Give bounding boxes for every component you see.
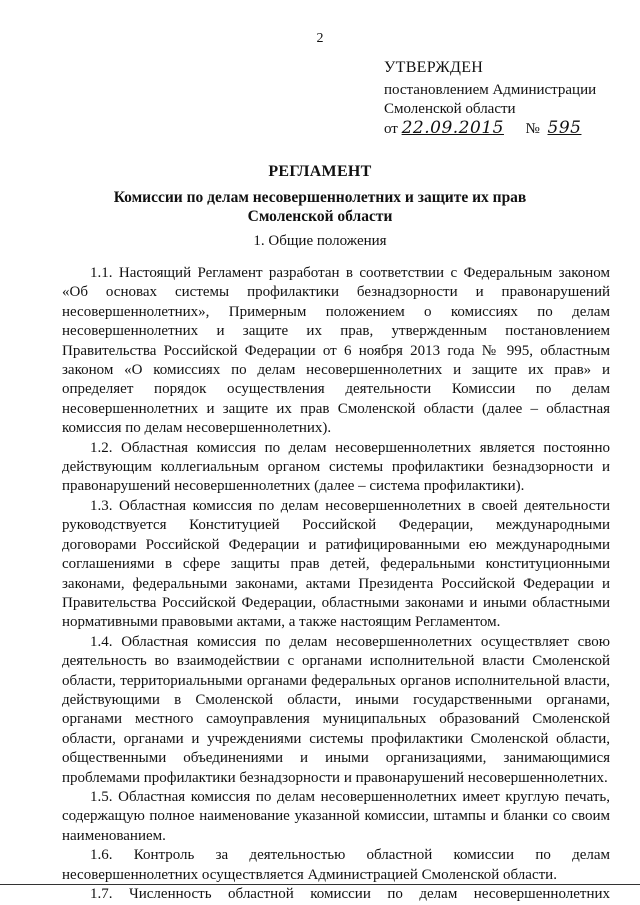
approval-block bbox=[384, 58, 596, 139]
document-title bbox=[0, 162, 640, 226]
approval-date-line bbox=[384, 119, 596, 139]
paragraph-1-3: 1.3. Областная комиссия по делам несовершеннолетних в своей деятельности руководствуется Конституцией Российской Федерации, международными договорами Российской Федерации и ратифицированными ею международными соглашениями в сфере защиты прав детей, федеральными конституционными законами, федеральными законами, актами Президента Российской Федерации и Правительства Российской Федерации, областными законами и иными областными нормативными правовыми актами, а также настоящим Регламентом. bbox=[62, 497, 610, 631]
date-prefix: от bbox=[384, 121, 398, 137]
bottom-rule bbox=[0, 884, 640, 885]
section-heading: 1. Общие положения bbox=[253, 233, 387, 249]
approval-line-2: Смоленской области bbox=[384, 101, 516, 117]
title-main: РЕГЛАМЕНТ bbox=[268, 163, 372, 180]
approval-heading: УТВЕРЖДЕН bbox=[384, 59, 484, 76]
document-body bbox=[62, 264, 610, 904]
title-subtitle-2: Смоленской области bbox=[247, 208, 393, 225]
paragraph-1-4: 1.4. Областная комиссия по делам несовершеннолетних осуществляет свою деятельность во взаимодействии с органами исполнительной власти Смоленской области, территориальными органами федеральных органов исполнительной власти, действующими в Смоленской области, иными государственными органами, органами местного самоуправления муниципальных образований Смоленской области, органами и учреждениями системы профилактики Смоленской области, общественными объединениями и иными организациями, занимающимися проблемами профилактики безнадзорности и правонарушений несовершеннолетних. bbox=[62, 633, 610, 786]
paragraph-1-1: 1.1. Настоящий Регламент разработан в соответствии с Федеральным законом «Об основах системы профилактики безнадзорности и правонарушений несовершеннолетних», Примерным положением о комиссиях по делам несовершеннолетних и защите их прав, утвержденным постановлением Правительства Российской Федерации от 6 ноября 2013 года № 995, областным законом «О комиссиях по делам несовершеннолетних и защите их прав» и определяет порядок осуществления деятельности Комиссии по делам несовершеннолетних и защите их прав Смоленской области (далее – областная комиссия по делам несовершеннолетних). bbox=[62, 265, 610, 437]
title-subtitle-1: Комиссии по делам несовершеннолетних и защите их прав bbox=[113, 189, 527, 206]
paragraph-1-7: 1.7. Численность областной комиссии по делам несовершеннолетних bbox=[90, 886, 610, 902]
paragraph-1-2: 1.2. Областная комиссия по делам несовершеннолетних является постоянно действующим коллегиальным органом системы профилактики безнадзорности и правонарушений несовершеннолетних (далее – система профилактики). bbox=[62, 439, 610, 495]
page-number: 2 bbox=[316, 31, 324, 46]
number-prefix: № bbox=[525, 121, 540, 137]
approval-line-1: постановлением Администрации bbox=[384, 82, 597, 98]
paragraph-1-5: 1.5. Областная комиссия по делам несовершеннолетних имеет круглую печать, содержащую полное наименование указанной комиссии, штампы и бланки со своим наименованием. bbox=[62, 788, 610, 844]
handwritten-number: 595 bbox=[547, 118, 582, 138]
handwritten-date: 22.09.2015 bbox=[401, 118, 504, 138]
paragraph-1-6: 1.6. Контроль за деятельностью областной комиссии по делам несовершеннолетних осуществляется Администрацией Смоленской области. bbox=[62, 847, 610, 883]
